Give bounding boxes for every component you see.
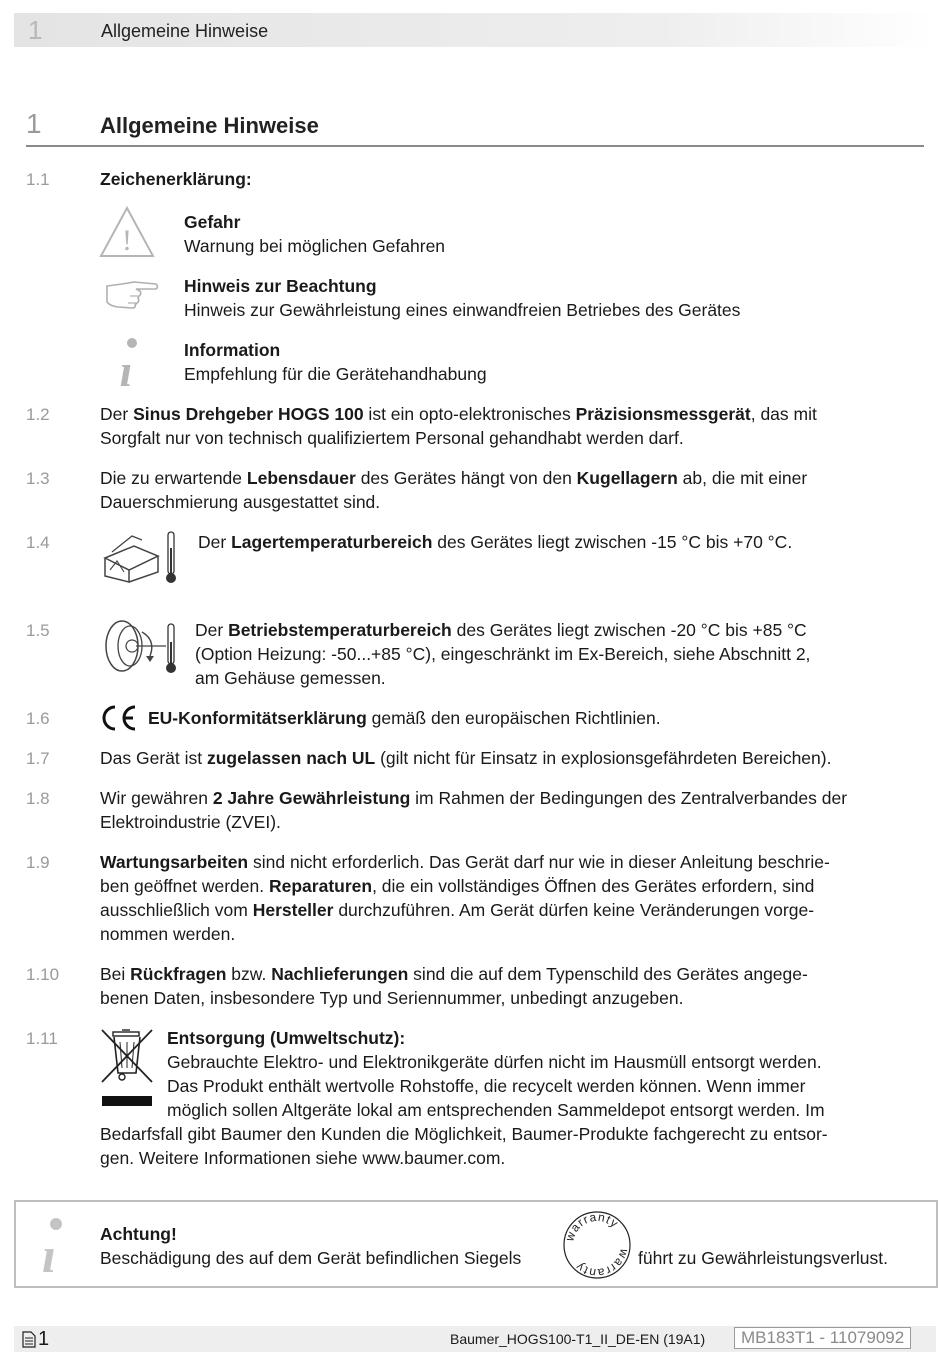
notice-text-after: führt zu Gewährleistungsverlust.	[638, 1248, 888, 1268]
warranty-notice-box	[14, 1200, 938, 1288]
emphasis: Nachlieferungen	[271, 964, 409, 984]
text-line: nommen werden.	[100, 924, 236, 944]
running-header	[14, 13, 936, 47]
section-text-continued	[100, 1122, 828, 1170]
seal-text: warranty	[562, 1210, 622, 1243]
emphasis: Präzisionsmessgerät	[575, 404, 751, 424]
text-line: gen. Weitere Informationen siehe www.baumer.com.	[100, 1148, 506, 1168]
section-text	[100, 746, 831, 770]
emphasis: Rückfragen	[130, 964, 227, 984]
text-line: Dauerschmierung ausgestattet sind.	[100, 492, 381, 512]
emphasis: Hersteller	[252, 900, 334, 920]
text-line: Elektroindustrie (ZVEI).	[100, 812, 281, 832]
section-text	[198, 530, 792, 554]
section-text	[100, 466, 807, 514]
text-line: ben geöffnet werden. Reparaturen, die ein vollständiges Öffnen des Gerätes erfordern, sind	[100, 876, 815, 896]
symbol-title: Information	[184, 340, 281, 360]
text-line: Das Gerät ist zugelassen nach UL (gilt nicht für Einsatz in explosionsgefährdeten Bereichen).	[100, 748, 832, 768]
section-text	[148, 706, 661, 730]
warning-triangle-icon	[98, 205, 156, 259]
text-line: EU-Konformitätserklärung gemäß den europäischen Richtlinien.	[148, 708, 661, 728]
text-line: Der Betriebstemperaturbereich des Gerätes liegt zwischen -20 °C bis +85 °C	[195, 620, 807, 640]
emphasis: Sinus Drehgeber HOGS 100	[133, 404, 364, 424]
section-number: 1.10	[26, 965, 60, 984]
section-number: 1.5	[26, 621, 50, 640]
chapter-number: 1	[26, 108, 42, 139]
text-line: benen Daten, insbesondere Typ und Seriennummer, unbedingt anzugeben.	[100, 988, 684, 1008]
seal-text: warranty	[572, 1247, 632, 1280]
symbol-description: Warnung bei möglichen Gefahren	[184, 236, 446, 256]
emphasis: Lagertemperaturbereich	[231, 532, 433, 552]
emphasis: Entsorgung (Umweltschutz):	[167, 1028, 406, 1048]
svg-text:warranty	[572, 1246, 632, 1280]
storage-temperature-icon	[102, 528, 184, 584]
weee-disposal-icon	[100, 1028, 156, 1110]
section-number: 1.8	[26, 789, 50, 808]
emphasis: Wartungsarbeiten	[100, 852, 249, 872]
section-text	[195, 618, 810, 690]
text-line: Bedarfsfall gibt Baumer den Kunden die Möglichkeit, Baumer-Produkte fachgerecht zu entsor-	[100, 1124, 828, 1144]
text-line: Wartungsarbeiten sind nicht erforderlich. Das Gerät darf nur wie in dieser Anleitung beschrie-	[100, 852, 830, 872]
svg-text:!: !	[122, 224, 132, 257]
document-code: MB183T1 - 11079092	[734, 1327, 911, 1349]
text-line: Wir gewähren 2 Jahre Gewährleistung im Rahmen der Bedingungen des Zentralverbandes der	[100, 788, 848, 808]
text-line: Der Lagertemperaturbereich des Gerätes liegt zwischen -15 °C bis +70 °C.	[198, 532, 793, 552]
emphasis: EU-Konformitätserklärung	[148, 708, 367, 728]
section-title: Zeichenerklärung:	[100, 169, 252, 189]
text-line: möglich sollen Altgeräte lokal am entsprechenden Sammeldepot entsorgt werden. Im	[167, 1100, 825, 1120]
section-number: 1.4	[26, 533, 50, 552]
text-line	[167, 1026, 825, 1050]
text-line: Gebrauchte Elektro- und Elektronikgeräte dürfen nicht im Hausmüll entsorgt werden.	[167, 1052, 822, 1072]
section-number: 1.11	[26, 1029, 58, 1048]
svg-text:ı: ı	[42, 1227, 56, 1276]
info-icon	[112, 336, 146, 390]
symbol-title: Hinweis zur Beachtung	[184, 276, 377, 296]
document-id: Baumer_HOGS100-T1_II_DE-EN (19A1)	[450, 1331, 706, 1347]
svg-text:warranty	[562, 1210, 622, 1244]
running-header-title: Allgemeine Hinweise	[101, 21, 269, 41]
section-number: 1.3	[26, 469, 50, 488]
notice-title: Achtung!	[100, 1224, 177, 1244]
section-number: 1.7	[26, 749, 50, 768]
svg-text:ı: ı	[119, 345, 133, 390]
text-line: (Option Heizung: -50...+85 °C), eingeschränkt im Ex-Bereich, siehe Abschnitt 2,	[195, 644, 811, 664]
heading-rule	[26, 145, 924, 147]
section-text	[167, 1026, 825, 1122]
text-line: Das Produkt enthält wertvolle Rohstoffe, die recycelt werden können. Wenn immer	[167, 1076, 806, 1096]
emphasis: 2 Jahre Gewährleistung	[212, 788, 411, 808]
info-icon	[34, 1216, 68, 1276]
running-header-number: 1	[28, 15, 43, 45]
section-number: 1.1	[26, 170, 50, 189]
section-number: 1.9	[26, 853, 50, 872]
page-number: 1	[38, 1328, 50, 1350]
pointing-hand-icon	[104, 278, 160, 310]
ce-mark-icon	[100, 704, 138, 732]
section-number: 1.6	[26, 709, 50, 728]
emphasis: Betriebstemperaturbereich	[228, 620, 452, 640]
symbol-title: Gefahr	[184, 212, 241, 232]
text-line: Sorgfalt nur von technisch qualifiziertem Personal gehandhabt werden darf.	[100, 428, 684, 448]
text-line: Bei Rückfragen bzw. Nachlieferungen sind die auf dem Typenschild des Gerätes angege-	[100, 964, 808, 984]
emphasis: zugelassen nach UL	[206, 748, 376, 768]
emphasis: Reparaturen	[268, 876, 373, 896]
text-line: Die zu erwartende Lebensdauer des Gerätes hängt von den Kugellagern ab, die mit einer	[100, 468, 808, 488]
section-text	[100, 786, 847, 834]
footer-bar	[14, 1326, 936, 1352]
text-line: ausschließlich vom Hersteller durchzuführen. Am Gerät dürfen keine Veränderungen vorge-	[100, 900, 815, 920]
operating-temperature-icon	[100, 616, 184, 676]
section-text	[100, 850, 830, 946]
emphasis: Lebensdauer	[246, 468, 356, 488]
text-line: Der Sinus Drehgeber HOGS 100 ist ein opto-elektronisches Präzisionsmessgerät, das mit	[100, 404, 817, 424]
section-text	[100, 962, 808, 1010]
chapter-title: Allgemeine Hinweise	[100, 113, 319, 138]
section-number: 1.2	[26, 405, 50, 424]
text-line: am Gehäuse gemessen.	[195, 668, 386, 688]
symbol-description: Empfehlung für die Gerätehandhabung	[184, 364, 487, 384]
symbol-description: Hinweis zur Gewährleistung eines einwandfreien Betriebes des Gerätes	[184, 300, 741, 320]
page-icon	[22, 1331, 36, 1348]
warranty-seal-icon	[562, 1210, 632, 1280]
notice-text: Beschädigung des auf dem Gerät befindlichen Siegels	[100, 1248, 522, 1268]
section-text	[100, 402, 817, 450]
emphasis: Kugellagern	[576, 468, 678, 488]
